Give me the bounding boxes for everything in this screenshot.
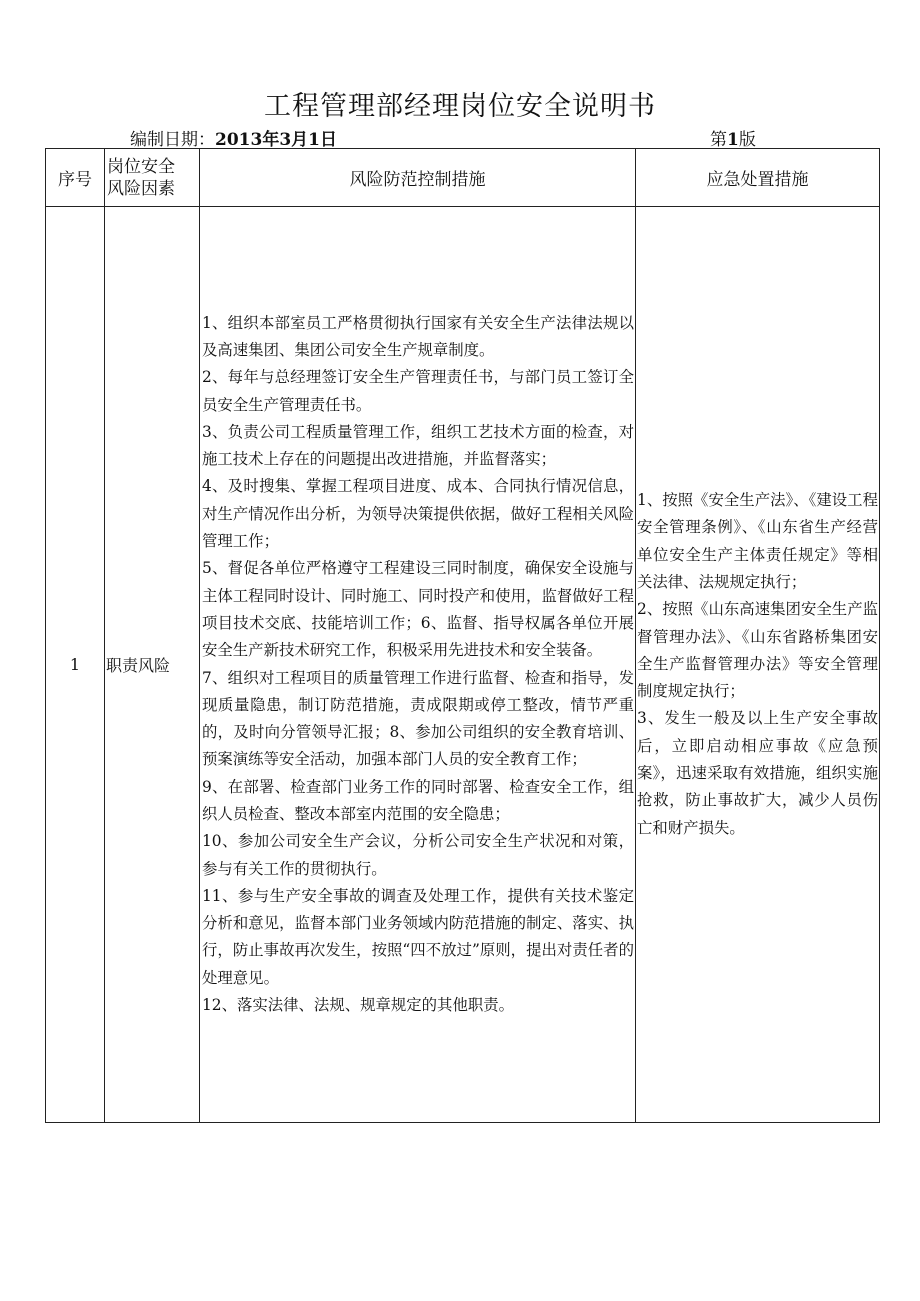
table-header-row bbox=[46, 149, 880, 207]
header-seq: 序号 bbox=[46, 149, 105, 207]
control-item-4: 4、及时搜集、掌握工程项目进度、成本、合同执行情况信息，对生产情况作出分析，为领导决策提供依据，做好工程相关风险管理工作； bbox=[202, 477, 634, 551]
safety-table bbox=[45, 148, 880, 1123]
header-risk bbox=[105, 149, 200, 207]
header-emergency: 应急处置措施 bbox=[636, 149, 880, 207]
control-item-11: 11、参与生产安全事故的调查及处理工作，提供有关技术鉴定分析和意见，监督本部门业务领域内防范措施的制定、落实、执行，防止事故再次发生，按照“四不放过”原则，提出对责任者的处理意见。 bbox=[202, 886, 634, 987]
control-item-1: 1、组织本部室员工严格贯彻执行国家有关安全生产法律法规以及高速集团、集团公司安全生产规章制度。 bbox=[202, 313, 634, 359]
row-emergency-cell bbox=[636, 207, 880, 1123]
control-item-12: 12、落实法律、法规、规章规定的其他职责。 bbox=[202, 996, 515, 1015]
edition-suffix: 版 bbox=[738, 130, 756, 150]
edition-number: 1 bbox=[727, 130, 739, 150]
emergency-item-1: 1、按照《安全生产法》、《建设工程安全管理条例》、《山东省生产经营单位安全生产主体责任规定》等相关法律、法规规定执行； bbox=[637, 491, 878, 591]
emergency-item-2: 2、按照《山东高速集团安全生产监督管理办法》、《山东省路桥集团安全生产监督管理办法》等安全管理制度规定执行； bbox=[637, 600, 878, 701]
emergency-measures bbox=[636, 487, 879, 842]
control-item-7-8: 7、组织对工程项目的质量管理工作进行监督、检查和指导，发现质量隐患，制订防范措施，责成限期或停工整改，情节严重的，及时向分管领导汇报；8、参加公司组织的安全教育培训、预案演练等安全活动，加强本部门人员的安全教育工作； bbox=[202, 668, 634, 769]
header-risk-line1: 岗位安全 bbox=[107, 156, 175, 177]
table-row bbox=[46, 207, 880, 1123]
edition bbox=[710, 125, 756, 150]
compile-date bbox=[130, 125, 337, 150]
compile-date-label: 编制日期： bbox=[130, 130, 215, 150]
control-item-5-6: 5、督促各单位严格遵守工程建设三同时制度，确保安全设施与主体工程同时设计、同时施工、同时投产和使用，监督做好工程项目技术交底、技能培训工作；6、监督、指导权属各单位开展安全生产新技术研究工作，积极采用先进技术和安全装备。 bbox=[202, 559, 634, 660]
control-item-3: 3、负责公司工程质量管理工作，组织工艺技术方面的检查，对施工技术上存在的问题提出改进措施，并监督落实； bbox=[202, 422, 634, 469]
row-seq: 1 bbox=[46, 207, 105, 1123]
emergency-item-3: 3、发生一般及以上生产安全事故后，立即启动相应事故《应急预案》，迅速采取有效措施，组织实施抢救，防止事故扩大，减少人员伤亡和财产损失。 bbox=[637, 709, 878, 837]
control-measures bbox=[200, 310, 635, 1020]
control-item-9: 9、在部署、检查部门业务工作的同时部署、检查安全工作，组织人员检查、整改本部室内范围的安全隐患； bbox=[202, 777, 634, 823]
row-risk: 职责风险 bbox=[105, 207, 200, 1123]
document-title: 工程管理部经理岗位安全说明书 bbox=[264, 91, 656, 122]
header-risk-line2: 风险因素 bbox=[107, 178, 175, 199]
compile-date-value: 2013年3月1日 bbox=[215, 130, 337, 150]
row-control-cell bbox=[200, 207, 636, 1123]
edition-prefix: 第 bbox=[710, 130, 727, 150]
control-item-2: 2、每年与总经理签订安全生产管理责任书，与部门员工签订全员安全生产管理责任书。 bbox=[202, 368, 634, 414]
control-item-10: 10、参加公司安全生产会议，分析公司安全生产状况和对策，参与有关工作的贯彻执行。 bbox=[202, 832, 634, 878]
header-control: 风险防范控制措施 bbox=[200, 149, 636, 207]
